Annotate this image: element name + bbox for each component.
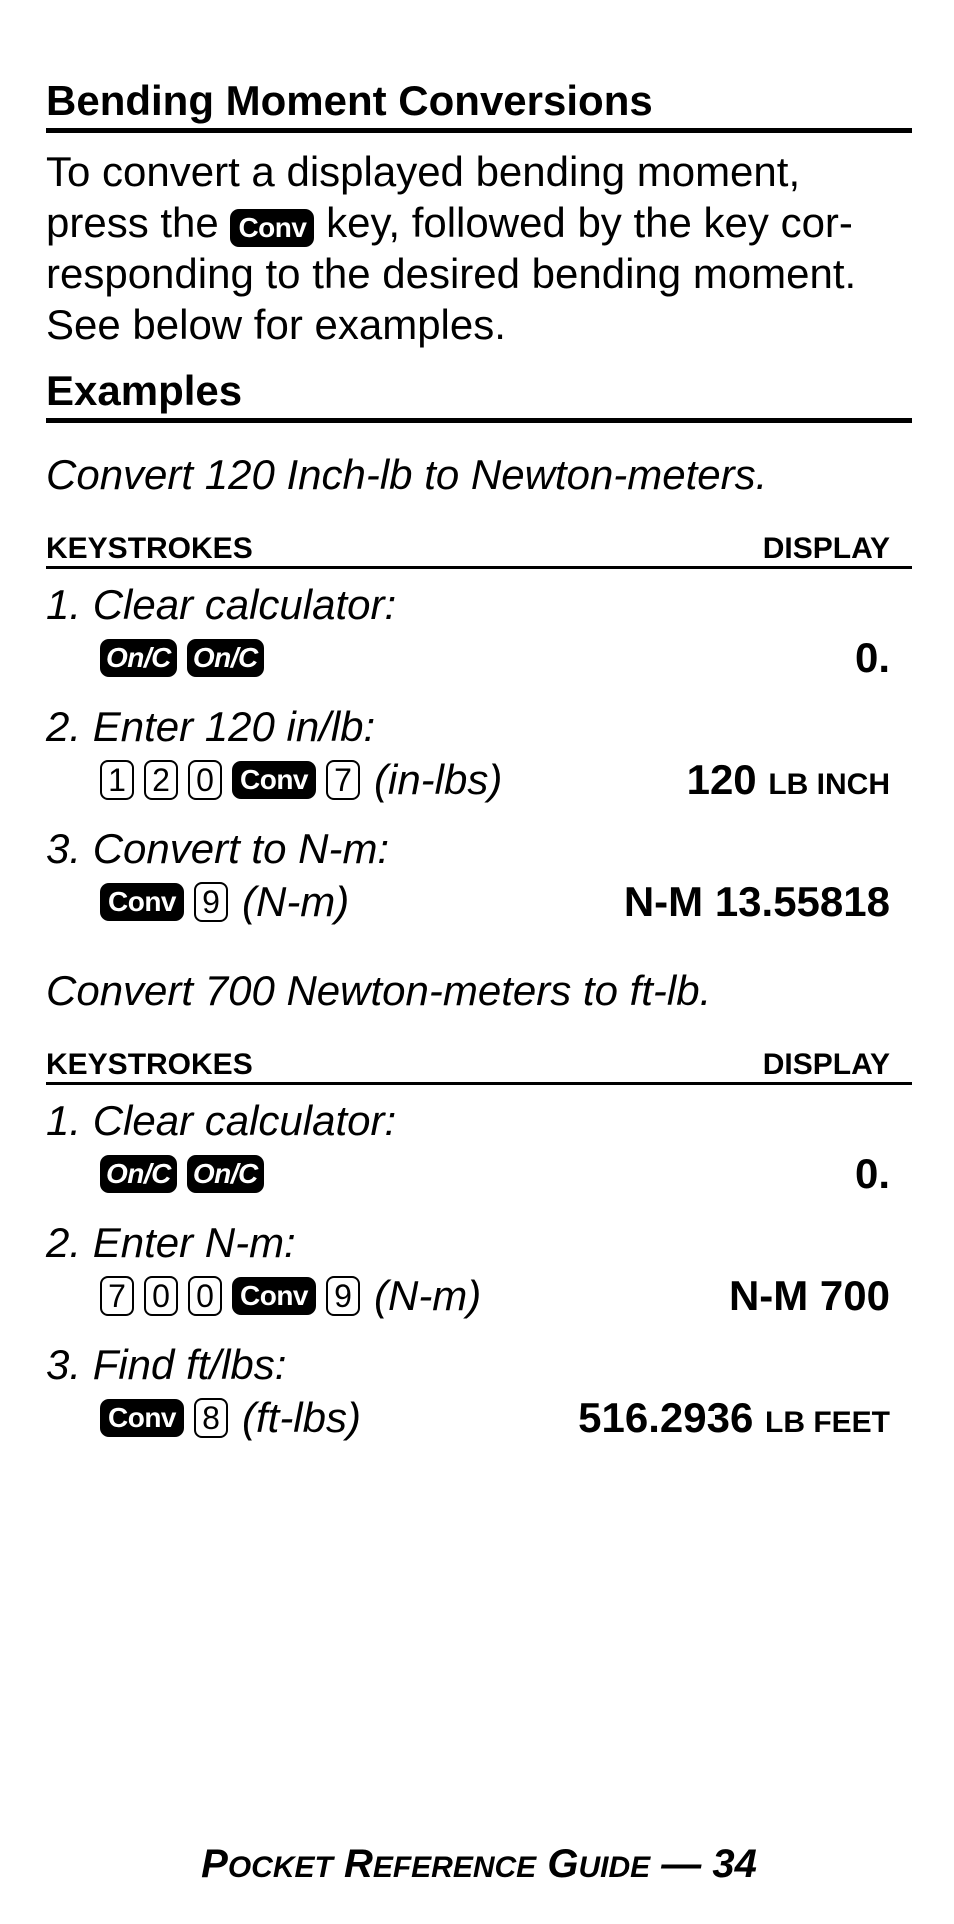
page-footer bbox=[46, 1842, 912, 1890]
intro-line-2-start: press the bbox=[46, 199, 219, 246]
step-label: 1. Clear calculator: bbox=[46, 1097, 397, 1144]
display-readout bbox=[855, 1146, 890, 1202]
display-unit: LB INCH bbox=[768, 768, 890, 801]
step-row bbox=[46, 1340, 912, 1446]
keystroke-note: (N-m) bbox=[242, 878, 350, 925]
digit-key-8: 8 bbox=[194, 1398, 228, 1438]
display-readout bbox=[729, 1268, 890, 1324]
step-label: 3. Convert to N-m: bbox=[46, 825, 390, 872]
step-label: 2. Enter 120 in/lb: bbox=[46, 703, 376, 750]
examples-heading: Examples bbox=[46, 366, 912, 423]
digit-key-0: 0 bbox=[144, 1276, 178, 1316]
intro-paragraph bbox=[46, 146, 912, 350]
keystroke-sequence bbox=[100, 630, 264, 686]
conv-key: Conv bbox=[232, 761, 316, 799]
step-label: 2. Enter N-m: bbox=[46, 1219, 296, 1266]
keystroke-sequence bbox=[100, 1390, 361, 1446]
step-row bbox=[46, 580, 912, 686]
step-row bbox=[46, 702, 912, 808]
conv-key: Conv bbox=[232, 1277, 316, 1315]
page bbox=[46, 0, 912, 1924]
display-value: 120 bbox=[686, 756, 757, 803]
keystroke-note: (ft-lbs) bbox=[242, 1394, 361, 1441]
display-header: DISPLAY bbox=[762, 532, 890, 565]
digit-key-0: 0 bbox=[188, 1276, 222, 1316]
step-label: 1. Clear calculator: bbox=[46, 581, 397, 628]
digit-key-9: 9 bbox=[194, 882, 228, 922]
footer-p2-rest: EFERENCE bbox=[372, 1851, 537, 1884]
example-2-table-header bbox=[46, 1048, 912, 1085]
keystroke-note: (N-m) bbox=[374, 1272, 482, 1319]
section-heading: Bending Moment Conversions bbox=[46, 76, 912, 133]
keystroke-sequence bbox=[100, 1268, 481, 1324]
footer-page-number: — 34 bbox=[661, 1842, 757, 1886]
conv-key: Conv bbox=[100, 1399, 184, 1437]
footer-p1: P bbox=[201, 1842, 228, 1886]
conv-key: Conv bbox=[100, 883, 184, 921]
on-c-key: On/C bbox=[187, 639, 264, 677]
intro-line-3: responding to the desired bending moment. bbox=[46, 250, 857, 297]
on-c-key: On/C bbox=[187, 1155, 264, 1193]
footer-p3: G bbox=[547, 1842, 579, 1886]
display-header: DISPLAY bbox=[762, 1048, 890, 1081]
display-readout bbox=[578, 1390, 890, 1446]
conv-key-inline: Conv bbox=[230, 209, 314, 247]
display-value: N-M 13.55818 bbox=[623, 878, 890, 925]
digit-key-0: 0 bbox=[188, 760, 222, 800]
step-row bbox=[46, 1096, 912, 1202]
display-unit: LB FEET bbox=[765, 1406, 890, 1439]
on-c-key: On/C bbox=[100, 1155, 177, 1193]
footer-p1-rest: OCKET bbox=[227, 1851, 333, 1884]
keystroke-sequence bbox=[100, 752, 502, 808]
digit-key-7: 7 bbox=[326, 760, 360, 800]
display-value: N-M 700 bbox=[728, 1272, 890, 1319]
on-c-key: On/C bbox=[100, 639, 177, 677]
example-1-table-header bbox=[46, 532, 912, 569]
keystrokes-header: KEYSTROKES bbox=[46, 532, 253, 565]
step-label: 3. Find ft/lbs: bbox=[46, 1341, 287, 1388]
display-readout bbox=[624, 874, 890, 930]
example-1-title: Convert 120 Inch-lb to Newton-meters. bbox=[46, 451, 768, 498]
display-value: 0. bbox=[854, 634, 890, 681]
digit-key-2: 2 bbox=[144, 760, 178, 800]
intro-line-2 bbox=[46, 197, 912, 248]
keystrokes-header: KEYSTROKES bbox=[46, 1048, 253, 1081]
digit-key-7: 7 bbox=[100, 1276, 134, 1316]
intro-line-4: See below for examples. bbox=[46, 301, 506, 348]
footer-p3-rest: UIDE bbox=[578, 1851, 651, 1884]
keystroke-sequence bbox=[100, 874, 349, 930]
intro-line-1: To convert a displayed bending moment, bbox=[46, 148, 801, 195]
footer-p2: R bbox=[343, 1842, 373, 1886]
keystroke-sequence bbox=[100, 1146, 264, 1202]
digit-key-1: 1 bbox=[100, 760, 134, 800]
display-readout bbox=[687, 752, 890, 808]
keystroke-note: (in-lbs) bbox=[374, 756, 503, 803]
intro-line-2-end: key, followed by the key cor- bbox=[326, 199, 853, 246]
display-value: 516.2936 bbox=[578, 1394, 754, 1441]
digit-key-9: 9 bbox=[326, 1276, 360, 1316]
display-readout bbox=[855, 630, 890, 686]
step-row bbox=[46, 824, 912, 930]
display-value: 0. bbox=[854, 1150, 890, 1197]
example-2-title: Convert 700 Newton-meters to ft-lb. bbox=[46, 967, 712, 1014]
step-row bbox=[46, 1218, 912, 1324]
